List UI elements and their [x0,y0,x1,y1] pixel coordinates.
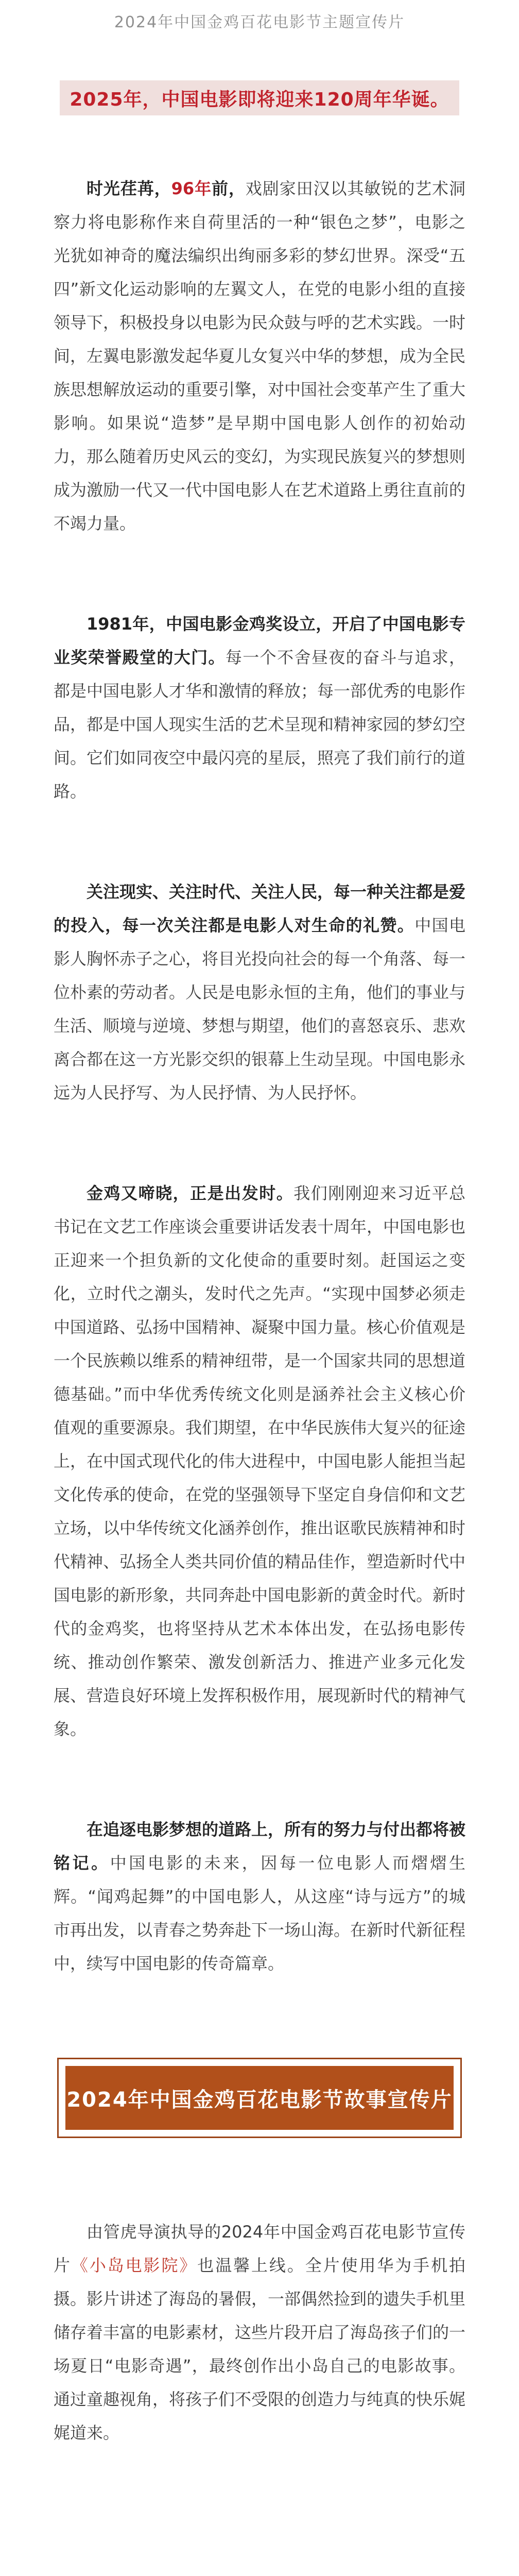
paragraph-2 [54,607,465,808]
paragraph-1 [54,172,465,540]
paragraph-1-year-number: 96年 [171,179,212,198]
page-title [0,0,519,41]
paragraph-3-lead: 关注现实、关注时代、关注人民，每一种关注都是爱的投入，每一次关注都是电影人对生命的礼赞。 [54,882,466,935]
paragraph-3-body: 中国电影人胸怀赤子之心，将目光投向社会的每一个角落、每一位朴素的劳动者。人民是电影永恒的主角，他们的事业与生活、顺境与逆境、梦想与期望，他们的喜怒哀乐、悲欢离合都在这一方光影交织的银幕上生动呈现。中国电影永远为人民抒写、为人民抒情、为人民抒怀。 [54,916,466,1103]
paragraph-4-body: 我们刚刚迎来习近平总书记在文艺工作座谈会重要讲话发表十周年，中国电影也正迎来一个担负新的文化使命的重要时刻。赶国运之变化，立时代之潮头，发时代之先声。“实现中国梦必须走中国道路、弘扬中国精神、凝聚中国力量。核心价值观是一个民族赖以维系的精神纽带，是一个国家共同的思想道德基础。”而中华优秀传统文化则是涵养社会主义核心价值观的重要源泉。我们期望，在中华民族伟大复兴的征途上，在中国式现代化的伟大进程中，中国电影人能担当起文化传承的使命，在党的坚强领导下坚定自身信仰和文艺立场，以中华传统文化涵养创作，推出讴歌民族精神和时代精神、弘扬全人类共同价值的精品佳作，塑造新时代中国电影的新形象，共同奔赴中国电影新的黄金时代。新时代的金鸡奖，也将坚持从艺术本体出发，在弘扬电影传统、推动创作繁荣、激发创新活力、推进产业多元化发展、营造良好环境上发挥积极作用，展现新时代的精神气象。 [54,1183,466,1739]
paragraph-4-lead: 金鸡又啼晓，正是出发时。 [86,1183,294,1203]
paragraph-6-part-b: 也温馨上线。全片使用华为手机拍摄。影片讲述了海岛的暑假，一部偶然捡到的遗失手机里储存着丰富的电影素材，这些片段开启了海岛孩子们的一场夏日“电影奇遇”，最终创作出小岛自己的电影故事。通过童趣视角，将孩子们不受限的创造力与纯真的快乐娓娓道来。 [54,2256,466,2443]
paragraph-5-body: 中国电影的未来，因每一位电影人而熠熠生辉。“闻鸡起舞”的中国电影人，从这座“诗与远方”的城市再出发，以青春之势奔赴下一场山海。在新时代新征程中，续写中国电影的传奇篇章。 [54,1853,466,1973]
section-title-frame [57,2058,462,2138]
highlight-banner [60,80,459,115]
section-title-text: 2024年中国金鸡百花电影节故事宣传片 [66,2088,453,2112]
paragraph-2-body: 每一个不舍昼夜的奋斗与追求，都是中国电影人才华和激情的释放；每一部优秀的电影作品，都是中国人现实生活的艺术呈现和精神家园的梦幻空间。它们如同夜空中最闪亮的星辰，照亮了我们前行的道路。 [54,648,466,801]
paragraph-5 [54,1813,465,1980]
film-title-link[interactable]: 《小岛电影院》 [71,2256,198,2275]
paragraph-6 [54,2215,465,2450]
paragraph-5-lead: 在追逐电影梦想的道路上，所有的努力与付出都将被铭记。 [54,1820,466,1873]
article-body-2 [54,2215,465,2450]
paragraph-6-part-a: 由管虎导演执导的2024年中国金鸡百花电影节宣传片 [54,2222,465,2275]
page-title-text: 2024年中国金鸡百花电影节主题宣传片 [114,13,405,31]
article-body [54,172,465,1980]
paragraph-1-body: 戏剧家田汉以其敏锐的艺术洞察力将电影称作来自荷里活的一种“银色之梦”，电影之光犹如神奇的魔法编织出绚丽多彩的梦幻世界。深受“五四”新文化运动影响的左翼文人，在党的电影小组的直接领导下，积极投身以电影为民众鼓与呼的艺术实践。一时间，左翼电影激发起华夏儿女复兴中华的梦想，成为全民族思想解放运动的重要引擎，对中国社会变革产生了重大影响。如果说“造梦”是早期中国电影人创作的初始动力，那么随着历史风云的变幻，为实现民族复兴的梦想则成为激励一代又一代中国电影人在艺术道路上勇往直前的不竭力量。 [54,179,466,533]
paragraph-1-lead-b: 前， [212,179,246,198]
paragraph-1-lead-a: 时光荏苒， [86,179,171,198]
paragraph-3 [54,875,465,1110]
section-title [65,2066,454,2130]
paragraph-4 [54,1177,465,1746]
paragraph-2-lead: 1981年，中国电影金鸡奖设立，开启了中国电影专业奖荣誉殿堂的大门。 [54,614,465,667]
highlight-banner-text: 2025年，中国电影即将迎来120周年华诞。 [70,89,449,110]
